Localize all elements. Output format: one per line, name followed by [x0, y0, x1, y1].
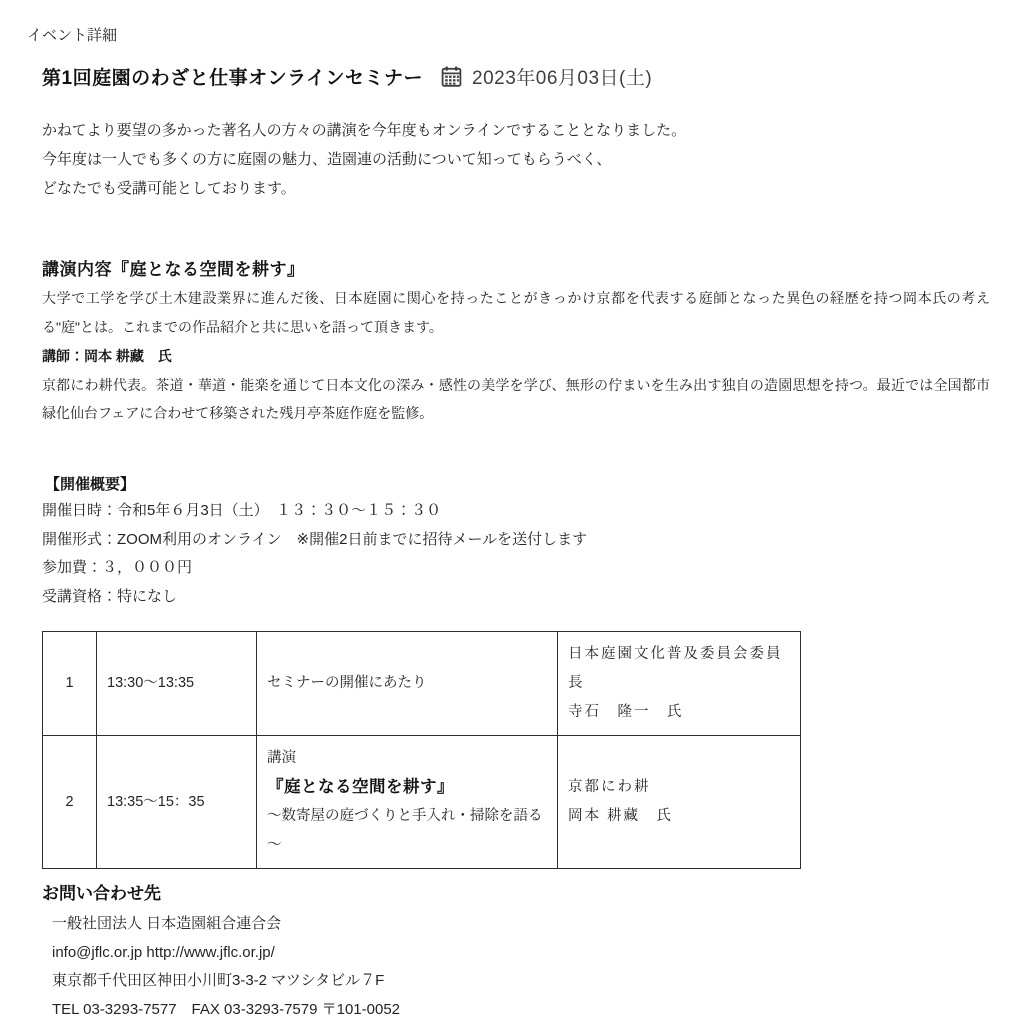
- schedule-speaker: [558, 632, 801, 736]
- schedule-no: 2: [43, 736, 97, 869]
- contact-email-url: info@jflc.or.jp http://www.jflc.or.jp/: [52, 943, 275, 961]
- speaker-line: 京都にわ耕: [568, 779, 651, 795]
- intro-line: どなたでも受講可能としております。: [42, 180, 296, 197]
- speaker-line: 日本庭園文化普及委員会委員長: [568, 646, 783, 691]
- lecturer-name: 講師：岡本 耕藏 氏: [42, 348, 172, 364]
- contact-tel-fax: TEL 03-3293-7577 FAX 03-3293-7579 〒101-0052: [52, 1000, 401, 1018]
- contact-org: 一般社団法人 日本造園組合連合会: [52, 915, 282, 932]
- schedule-time: 13:35～15：35: [97, 736, 257, 869]
- overview-section: [42, 473, 994, 611]
- lecture-description: 大学で工学を学び土木建設業界に進んだ後、日本庭園に関心を持ったことがきっかけ京都を代表する庭師となった異色の経歴を持つ岡本氏の考える"庭"とは。これまでの作品紹介と共に思いを語って頂きます。: [42, 290, 990, 335]
- event-title-row: [42, 63, 994, 90]
- talk-label: 講演: [267, 750, 296, 766]
- table-row: [43, 632, 801, 736]
- talk-title: 『庭となる空間を耕す』: [267, 778, 454, 796]
- overview-item-datetime: 開催日時：令和5年６月3日（土） １３：３０～１５：３０: [42, 502, 442, 519]
- table-row: [43, 736, 801, 869]
- lecture-heading: 講演内容『庭となる空間を耕す』: [42, 260, 305, 279]
- intro-line: かねてより要望の多かった著名人の方々の講演を今年度もオンラインですることとなりました。: [42, 122, 687, 139]
- schedule-time: 13:30～13:35: [97, 632, 257, 736]
- contact-section: [42, 879, 994, 1024]
- event-intro: [42, 116, 994, 203]
- event-content: [42, 63, 994, 1024]
- calendar-icon: [441, 66, 462, 87]
- schedule-table: [42, 631, 801, 869]
- schedule-speaker: [558, 736, 801, 869]
- contact-address: 東京都千代田区神田小川町3-3-2 マツシタビル７F: [52, 972, 385, 989]
- overview-item-fee: 参加費：３，０００円: [42, 559, 193, 576]
- lecturer-bio: 京都にわ耕代表。茶道・華道・能楽を通じて日本文化の深み・感性の美学を学び、無形の佇まいを生み出す独自の造園思想を持つ。最近では全国都市緑化仙台フェアに合わせて移築された残月亭茶庭作庭を監修。: [42, 377, 990, 421]
- contact-lines: [52, 910, 994, 1024]
- talk-subtitle: ～数寄屋の庭づくりと手入れ・掃除を語る～: [267, 808, 543, 853]
- overview-item-eligibility: 受講資格：特になし: [42, 587, 178, 605]
- breadcrumb: イベント詳細: [27, 27, 118, 44]
- contact-heading: お問い合わせ先: [42, 884, 161, 903]
- event-title: 第1回庭園のわざと仕事オンラインセミナー: [42, 68, 423, 89]
- speaker-line: 岡本 耕藏 氏: [568, 808, 674, 824]
- intro-line: 今年度は一人でも多くの方に庭園の魅力、造園連の活動について知ってもらうべく、: [42, 151, 612, 168]
- schedule-content: セミナーの開催にあたり: [257, 632, 558, 736]
- lecture-section: [42, 255, 994, 427]
- speaker-line: 寺石 隆一 氏: [568, 704, 684, 720]
- overview-item-format: 開催形式：ZOOM利用のオンライン ※開催2日前までに招待メールを送付します: [42, 530, 588, 548]
- schedule-content: [257, 736, 558, 869]
- schedule-no: 1: [43, 632, 97, 736]
- overview-heading: 【開催概要】: [45, 476, 136, 493]
- event-date: 2023年06月03日(土): [472, 68, 653, 89]
